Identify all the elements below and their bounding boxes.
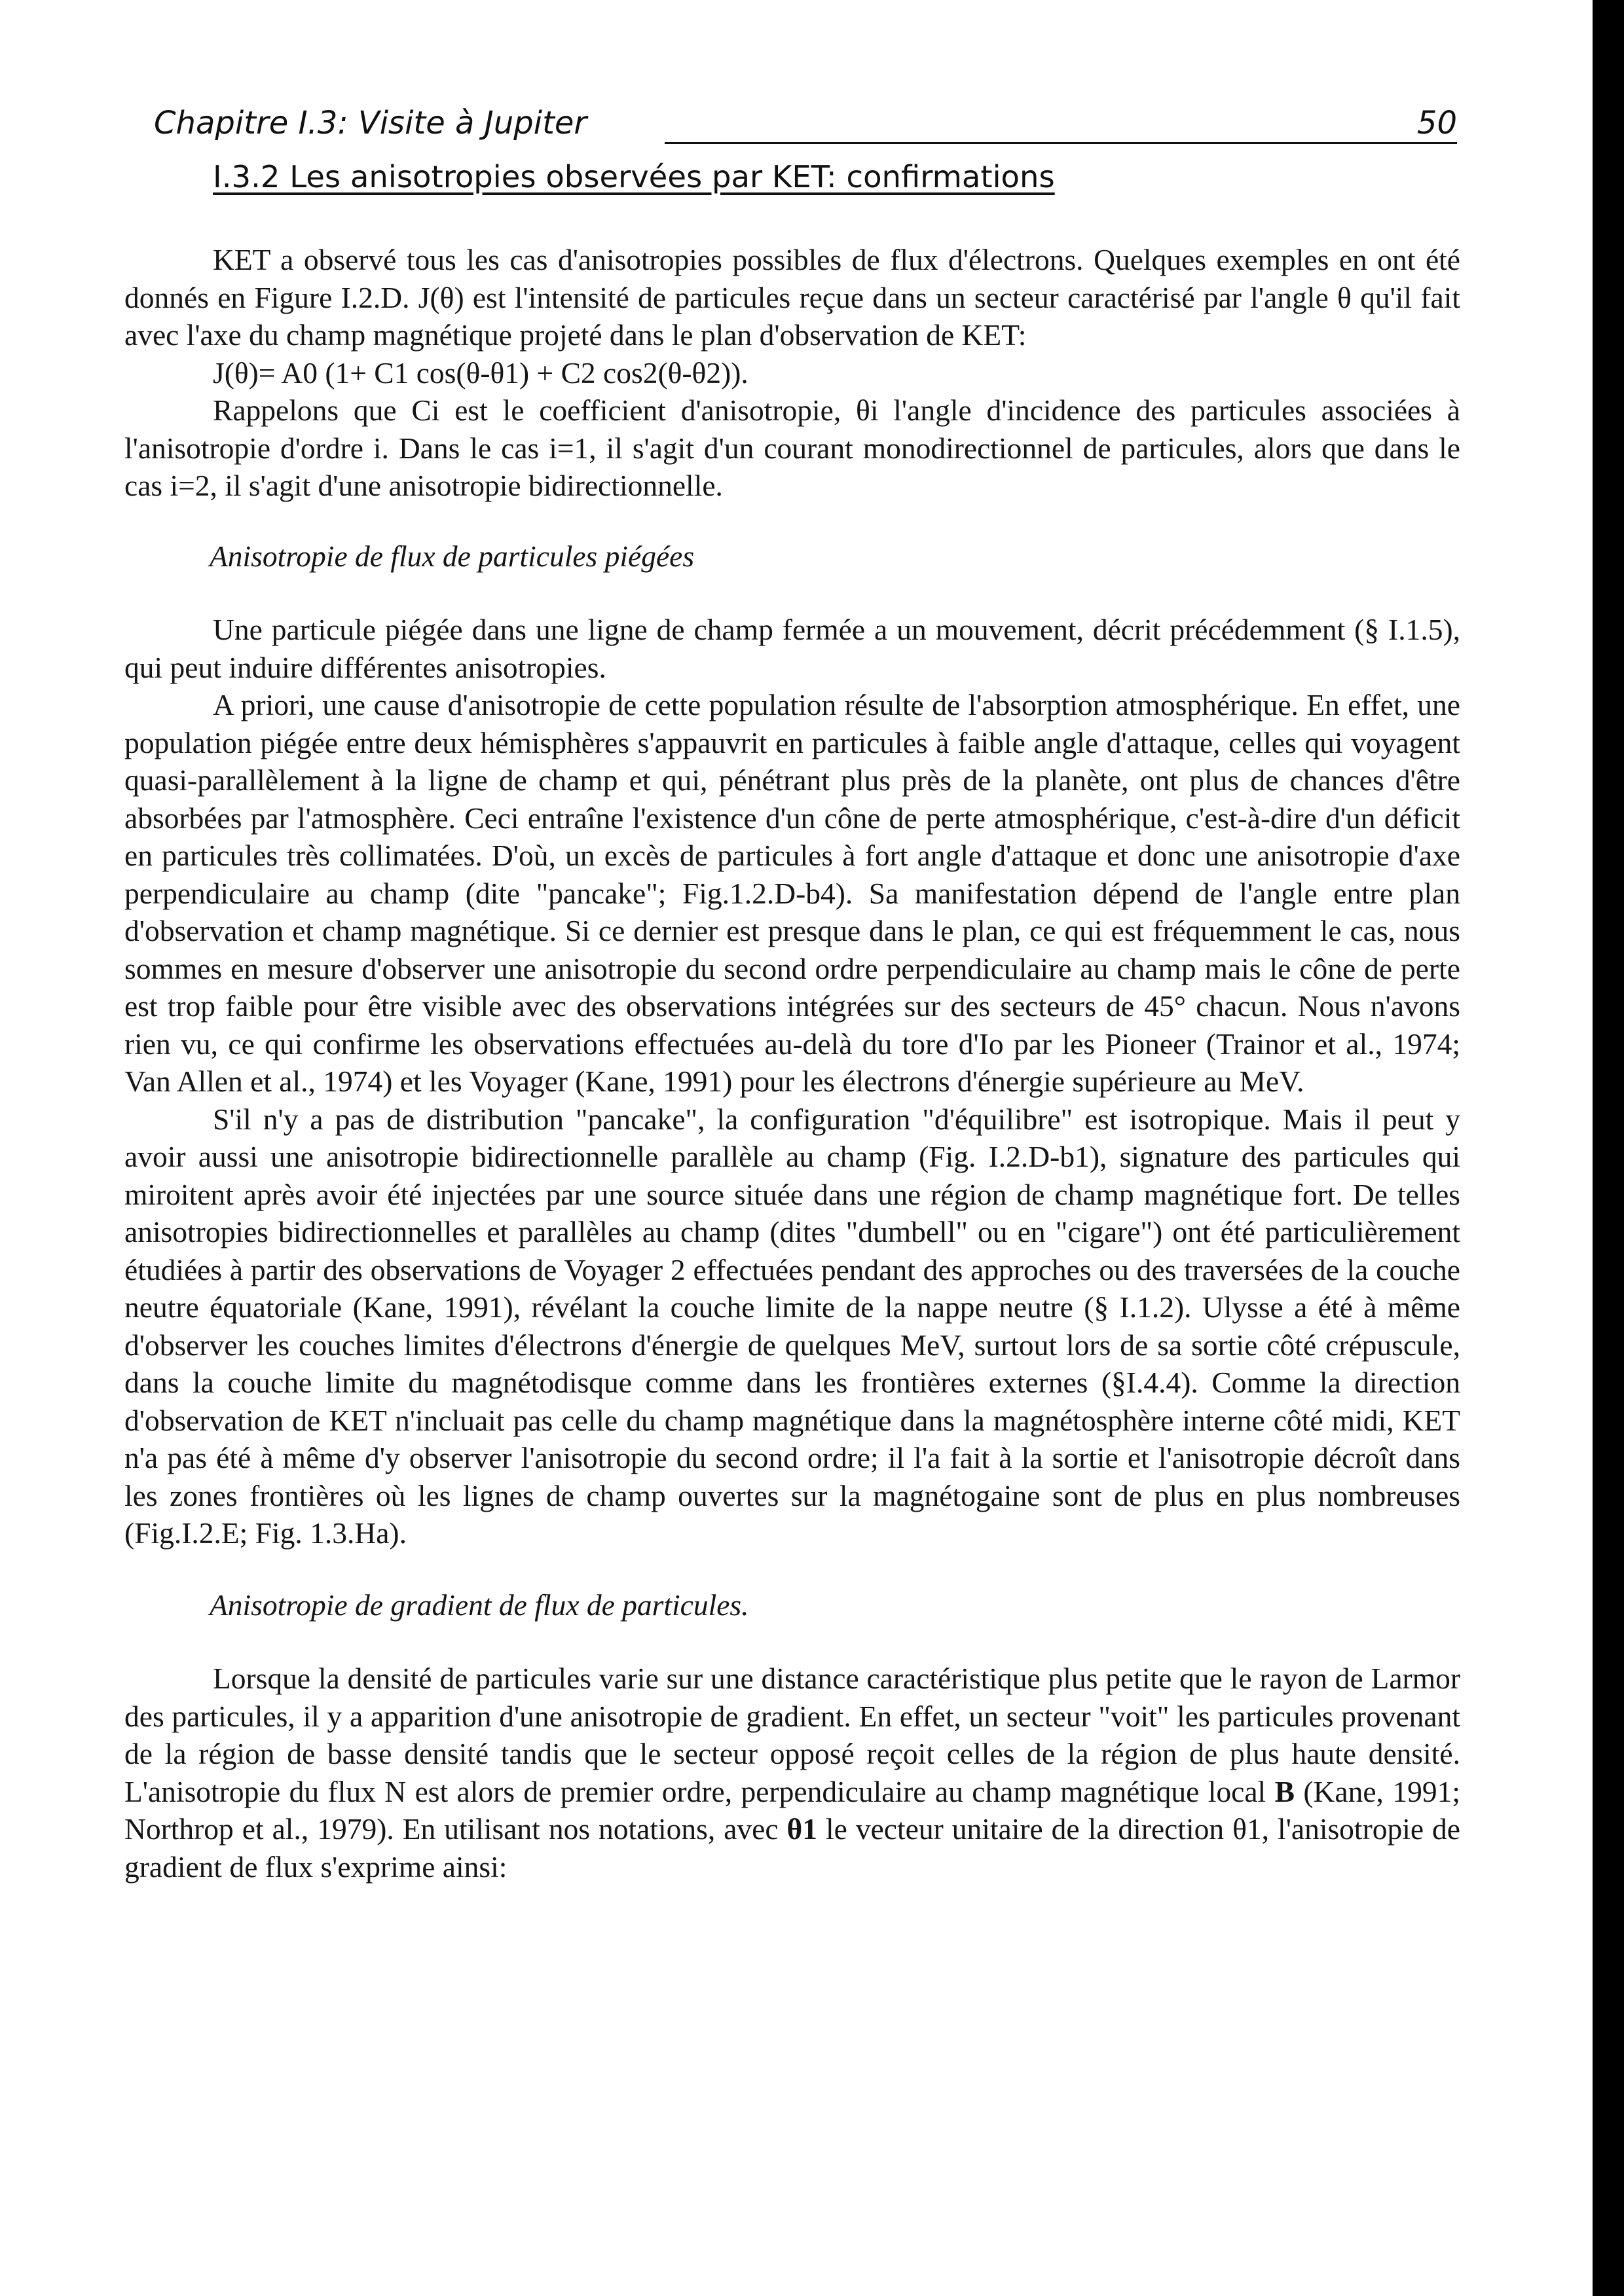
chapter-title: Chapitre I.3: Visite à Jupiter [154,105,587,141]
page-content [124,105,1460,1886]
scan-edge-border [1593,0,1624,2296]
gradient-text-a: Lorsque la densité de particules varie sur une distance caractéristique plus petite que le rayon de Larmor des particules, il y a apparition d'une anisotropie de gradient. En effet, un secteur "voit" les particules provenant de la région de basse densité tandis que le secteur opposé reçoit celles de la région de plus haute densité. L'anisotropie du flux N est alors de premier ordre, perpendiculaire au champ magnétique local [124,1662,1460,1808]
running-header [124,105,1460,157]
anisotropy-formula: J(θ)= A0 (1+ C1 cos(θ-θ1) + C2 cos2(θ-θ2)). [213,355,748,390]
subsection-heading-gradient: Anisotropie de gradient de flux de particules. [210,1588,749,1622]
field-vector-symbol: B [1274,1774,1295,1808]
section-title: I.3.2 Les anisotropies observées par KET: confirmations [213,159,1055,194]
gradient-text-c: (Kane, 1991; Northrop et al., 1979). En utilisant nos notations, avec [124,1774,1460,1846]
trapped-paragraph-1: Une particule piégée dans une ligne de champ fermée a un mouvement, décrit précédemment (§ I.1.5), qui peut induire différentes anisotropies. [124,613,1460,684]
subsection-heading-trapped: Anisotropie de flux de particules piégées [210,539,695,573]
page-number: 50 [1416,105,1457,141]
intro-paragraph-1: KET a observé tous les cas d'anisotropies possibles de flux d'électrons. Quelques exemples en ont été donnés en Figure I.2.D. J(θ) est l'intensité de particules reçue dans un secteur caractérisé par l'angle θ qu'il fait avec l'axe du champ magnétique projeté dans le plan d'observation de KET: [124,243,1460,352]
trapped-paragraph-2: A priori, une cause d'anisotropie de cette population résulte de l'absorption atmosphérique. En effet, une population piégée entre deux hémisphères s'appauvrit en particules à faible angle d'attaque, celles qui voyagent quasi-parallèlement à la ligne de champ et qui, pénétrant plus près de la planète, ont plus de chances d'être absorbées par l'atmosphère. Ceci entraîne l'existence d'un cône de perte atmosphérique, c'est-à-dire d'un déficit en particules très collimatées. D'où, un excès de particules à fort angle d'attaque et donc une anisotropie d'axe perpendiculaire au champ (dite "pancake"; Fig.1.2.D-b4). Sa manifestation dépend de l'angle entre plan d'observation et champ magnétique. Si ce dernier est presque dans le plan, ce qui est fréquemment le cas, nous sommes en mesure d'observer une anisotropie du second ordre perpendiculaire au champ mais le cône de perte est trop faible pour être visible avec des observations intégrées sur des secteurs de 45° chacun. Nous n'avons rien vu, ce qui confirme les observations effectuées au-delà du tore d'Io par les Pioneer (Trainor et al., 1974; Van Allen et al., 1974) et les Voyager (Kane, 1991) pour les électrons d'énergie supérieure au MeV. [124,688,1460,1098]
trapped-paragraph-3: S'il n'y a pas de distribution "pancake", la configuration "d'équilibre" est isotropique. Mais il peut y avoir aussi une anisotropie bidirectionnelle parallèle au champ (Fig. I.2.D-b1), signature des particules qui miroitent après avoir été injectées par une source située dans une région de champ magnétique fort. De telles anisotropies bidirectionnelles et parallèles au champ (dites "dumbell" ou en "cigare") ont été particulièrement étudiées à partir des observations de Voyager 2 effectuées pendant des approches ou des traversées de la couche neutre équatoriale (Kane, 1991), révélant la couche limite de la nappe neutre (§ I.1.2). Ulysse a été à même d'observer les couches limites d'électrons d'énergie de quelques MeV, surtout lors de sa sortie côté crépuscule, dans la couche limite du magnétodisque comme dans les frontières externes (§I.4.4). Comme la direction d'observation de KET n'incluait pas celle du champ magnétique dans la magnétosphère interne côté midi, KET n'a pas été à même d'y observer l'anisotropie du second ordre; il l'a fait à la sortie et l'anisotropie décroît dans les zones frontières où les lignes de champ ouvertes sur la magnétogaine sont de plus en plus nombreuses (Fig.I.2.E; Fig. 1.3.Ha). [124,1102,1460,1550]
gradient-text-e: le vecteur unitaire de la direction θ1, l'anisotropie de gradient de flux s'exprime ainsi: [124,1812,1460,1884]
gradient-paragraph-1 [124,1660,1460,1886]
intro-paragraph-2: Rappelons que Ci est le coefficient d'anisotropie, θi l'angle d'incidence des particules associées à l'anisotropie d'ordre i. Dans le cas i=1, il s'agit d'un courant monodirectionnel de particules, alors que dans le cas i=2, il s'agit d'une anisotropie bidirectionnelle. [124,393,1460,502]
unit-vector-symbol: θ1 [786,1812,818,1846]
header-rule [665,142,1457,144]
